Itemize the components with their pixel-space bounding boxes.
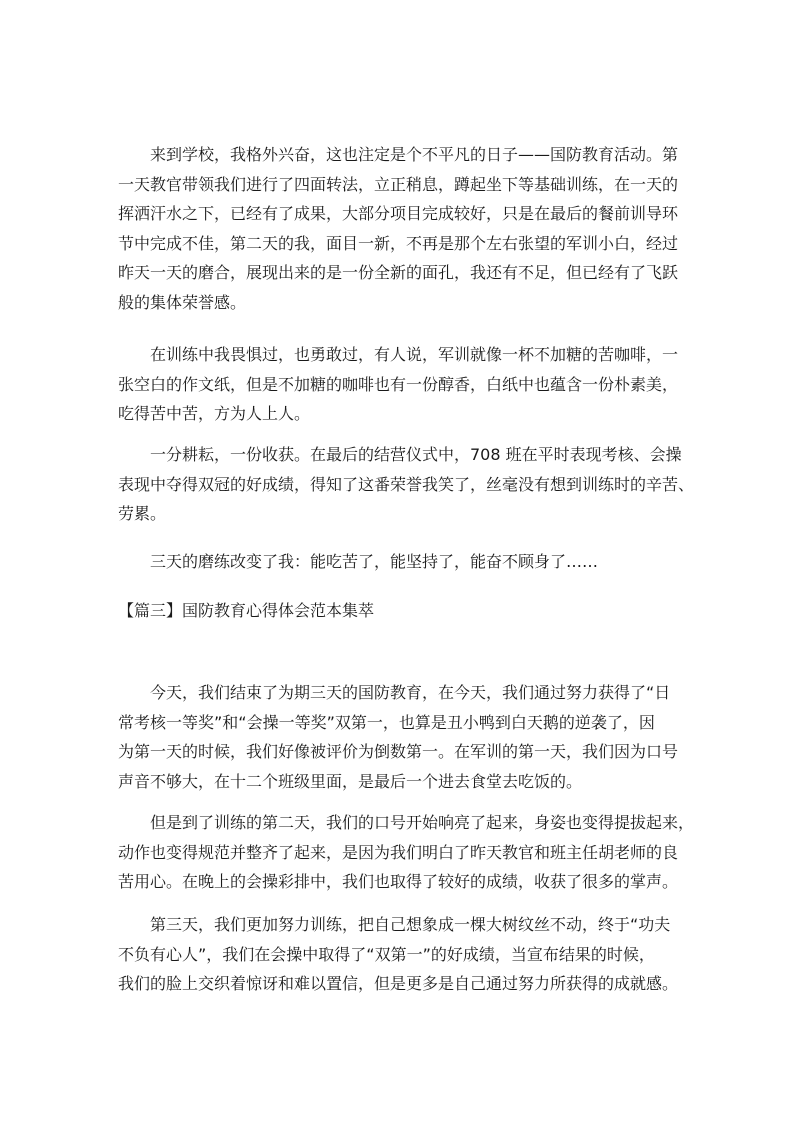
paragraph-line: 来到学校，我格外兴奋，这也注定是个不平凡的日子——国防教育活动。第 <box>150 145 679 164</box>
paragraph-line: 般的集体荣誉感。 <box>118 292 247 312</box>
paragraph-line: 苦用心。在晚上的会操彩排中，我们也取得了较好的成绩，收获了很多的掌声。 <box>118 872 679 892</box>
paragraph-3 <box>118 440 695 529</box>
paragraph-line: 常考核一等奖”和“会操一等奖”双第一，也算是丑小鸭到白天鹅的逆袭了，因 <box>118 712 655 732</box>
paragraph-line: 昨天一天的磨合，展现出来的是一份全新的面孔，我还有不足，但已经有了飞跃 <box>118 263 679 283</box>
paragraph-line: 三天的磨练改变了我：能吃苦了，能坚持了，能奋不顾身了…… <box>150 552 599 571</box>
section-heading: 【篇三】国防教育心得体会范本集萃 <box>118 601 375 620</box>
paragraph-line: 但是到了训练的第二天，我们的口号开始响亮了起来，身姿也变得提拔起来， <box>150 813 695 832</box>
paragraph-line: 为第一天的时候，我们好像被评价为倒数第一。在军训的第一天，我们因为口号 <box>118 742 679 762</box>
paragraph-line: 节中完成不佳，第二天的我，面目一新，不再是那个左右张望的军训小白，经过 <box>118 233 679 253</box>
paragraph-6 <box>118 808 695 897</box>
paragraph-line: 表现中夺得双冠的好成绩，得知了这番荣誉我笑了，丝毫没有想到训练时的辛苦、 <box>118 474 695 494</box>
paragraph-line: 我们的脸上交织着惊讶和难以置信，但是更多是自己通过努力所获得的成就感。 <box>118 974 679 994</box>
paragraph-5 <box>118 678 678 796</box>
paragraph-line: 不负有心人”，我们在会操中取得了“双第一”的好成绩，当宣布结果的时候， <box>118 944 655 964</box>
paragraph-line: 张空白的作文纸，但是不加糖的咖啡也有一份醇香，白纸中也蕴含一份朴素美， <box>118 374 679 394</box>
paragraph-1 <box>118 140 678 318</box>
paragraph-line: 一天教官带领我们进行了四面转法，立正稍息，蹲起坐下等基础训练，在一天的 <box>118 174 679 194</box>
paragraph-7 <box>118 910 678 999</box>
paragraph-line: 挥洒汗水之下，已经有了成果，大部分项目完成较好，只是在最后的餐前训导环 <box>118 204 679 224</box>
paragraph-line: 劳累。 <box>118 504 167 524</box>
paragraph-line: 今天，我们结束了为期三天的国防教育，在今天，我们通过努力获得了“日 <box>150 683 671 702</box>
paragraph-line: 在训练中我畏惧过，也勇敢过，有人说，军训就像一杯不加糖的苦咖啡，一 <box>150 345 679 364</box>
paragraph-4 <box>118 547 678 577</box>
paragraph-line: 动作也变得规范并整齐了起来，是因为我们明白了昨天教官和班主任胡老师的良 <box>118 842 679 862</box>
paragraph-2 <box>118 340 678 429</box>
paragraph-line: 吃得苦中苦，方为人上人。 <box>118 404 311 424</box>
paragraph-line: 声音不够大，在十二个班级里面，是最后一个进去食堂去吃饭的。 <box>118 771 583 791</box>
paragraph-line: 一分耕耘，一份收获。在最后的结营仪式中，708 班在平时表现考核、会操 <box>150 445 682 464</box>
paragraph-line: 第三天，我们更加努力训练，把自己想象成一棵大树纹丝不动，终于“功夫 <box>150 915 671 934</box>
